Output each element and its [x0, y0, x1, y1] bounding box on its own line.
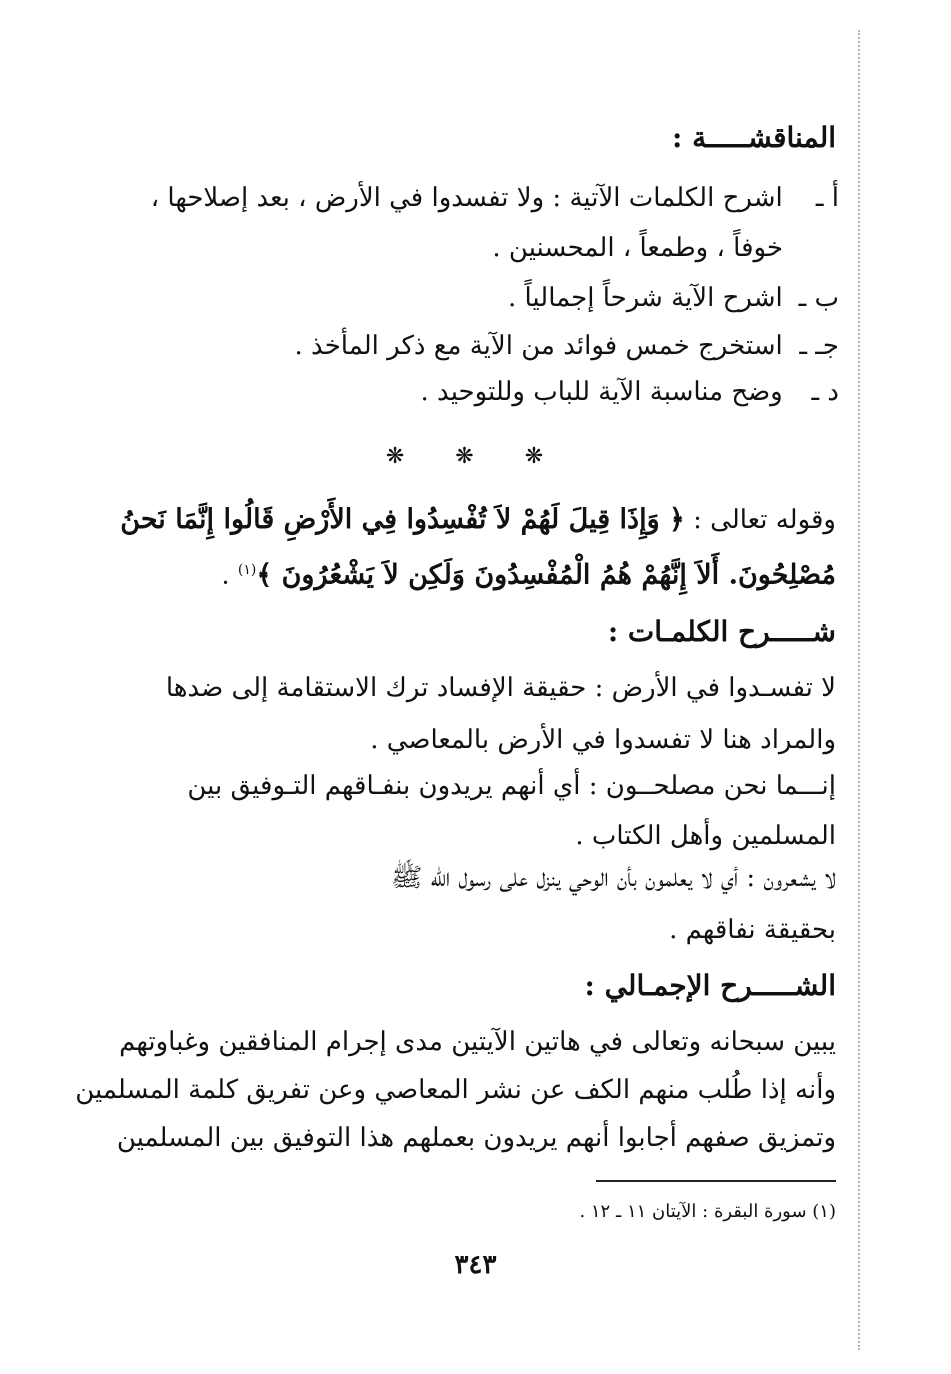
footnote: (١) سورة البقرة : الآيتان ١١ ـ ١٢ .: [579, 1201, 836, 1222]
verse-intro: وقوله تعالى :: [693, 505, 836, 535]
verse-text: ﴿ وَإِذَا قِيلَ لَهُمْ لاَ تُفْسِدُوا فِي الأَرْضِ قَالُوا إِنَّمَا نَحنُ: [120, 504, 685, 535]
verse-line-1: [120, 500, 836, 540]
words-heading: شـــــرح الكلمـات :: [607, 615, 836, 648]
item-marker: أ ـ: [815, 183, 839, 213]
summary-line: وأنه إذا طُلب منهم الكف عن نشر المعاصي وعن تفريق كلمة المسلمين: [75, 1075, 836, 1105]
words-line: بحقيقة نفاقهم .: [669, 915, 836, 945]
words-line: لا تفسـدوا في الأرض : حقيقة الإفساد ترك الاستقامة إلى ضدها: [165, 673, 836, 703]
discussion-item-a-continued: [492, 228, 783, 268]
item-text: استخرج خمس فوائد من الآية مع ذكر المأخذ .: [294, 331, 783, 361]
discussion-heading: المناقشـــــة :: [672, 121, 836, 154]
margin-dotted-line: [858, 30, 860, 1350]
verse-line-2: [221, 550, 836, 596]
section-separator: ❋ ❋ ❋: [385, 444, 566, 469]
words-line: والمراد هنا لا تفسدوا في الأرض بالمعاصي .: [370, 725, 836, 755]
discussion-item-c: [295, 326, 839, 366]
summary-line: وتمزيق صفهم أجابوا أنهم يريدون بعملهم هذا التوفيق بين المسلمين: [116, 1123, 836, 1153]
page-number: ٣٤٣: [454, 1250, 497, 1280]
verse-text: مُصْلِحُونَ. أَلاَ إِنَّهُمْ هُمُ الْمُفْسِدُونَ وَلَكِن لاَ يَشْعُرُونَ ﴾: [256, 559, 836, 591]
item-text: اشرح الآية شرحاً إجمالياً .: [507, 283, 783, 313]
words-line: لا يشعرون : أي لا يعلمون بأن الوحي ينزل على رسول الله ﷺ: [390, 863, 836, 893]
discussion-item-a: [151, 178, 839, 218]
item-text: وضح مناسبة الآية للباب وللتوحيد .: [420, 377, 783, 407]
discussion-item-b: [508, 278, 839, 318]
summary-line: يبين سبحانه وتعالى في هاتين الآيتين مدى إجرام المنافقين وغباوتهم: [119, 1027, 836, 1057]
item-marker: جـ ـ: [799, 331, 839, 361]
footnote-rule: [596, 1180, 836, 1182]
discussion-item-d: [421, 372, 839, 412]
words-line: إنـــما نحن مصلحــون : أي أنهم يريدون بنفـاقهم التـوفيق بين: [187, 771, 836, 801]
summary-heading: الشـــــرح الإجمـالي :: [584, 969, 836, 1002]
item-marker: ب ـ: [798, 283, 839, 313]
verse-end: .: [221, 560, 230, 591]
item-text: اشرح الكلمات الآتية : ولا تفسدوا في الأرض ، بعد إصلاحها ،: [150, 183, 783, 213]
footnote-ref: (١): [237, 562, 257, 578]
item-text: خوفاً ، وطمعاً ، المحسنين .: [492, 233, 783, 263]
words-line: المسلمين وأهل الكتاب .: [575, 821, 836, 851]
item-marker: د ـ: [811, 377, 839, 407]
